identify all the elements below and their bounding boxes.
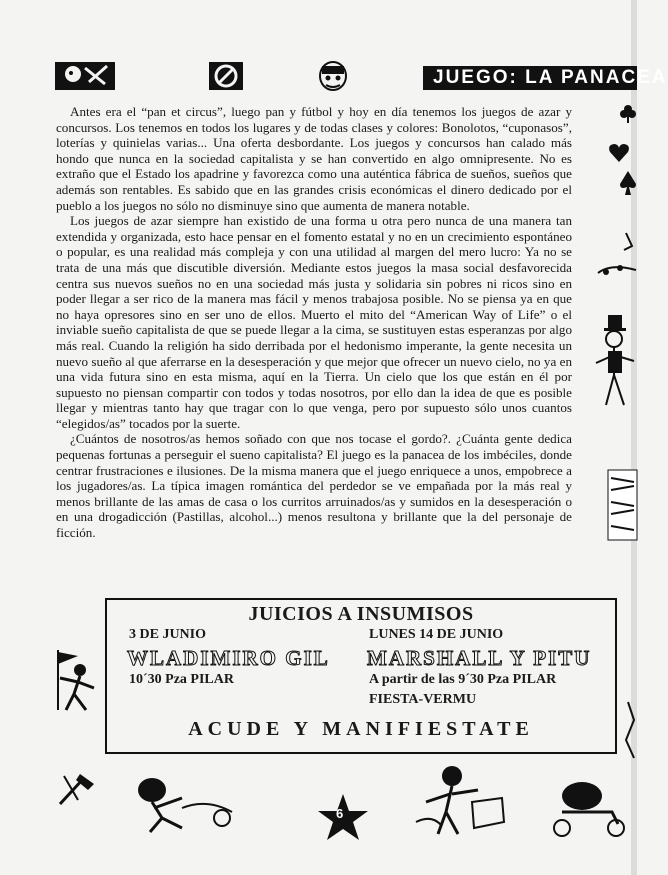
left-detail: 10´30 Pza PILAR (129, 672, 234, 687)
running-cartoon-illustration (112, 768, 242, 836)
notice-footer: ACUDE Y MANIFIESTATE (188, 718, 534, 740)
cartoon-figure-icon (596, 228, 637, 283)
scooter-cartoon-illustration (532, 776, 632, 838)
cartoon-icon (55, 60, 115, 92)
right-name: MARSHALL Y PITU (367, 646, 592, 670)
spade-icon (620, 170, 637, 196)
section-header (55, 60, 668, 92)
top-hat-man-icon (588, 315, 637, 410)
right-detail: A partir de las 9´30 Pza PILAR (369, 672, 557, 687)
left-name: WLADIMIRO GIL (127, 646, 330, 670)
article-body (56, 104, 572, 541)
right-extra: FIESTA-VERMU (369, 692, 477, 707)
trial-notice-box (105, 598, 617, 754)
group-cartoon-illustration (412, 762, 508, 836)
notice-title: JUICIOS A INSUMISOS (248, 603, 474, 625)
page-number: 6 (336, 806, 344, 821)
article-paragraph: Antes era el “pan et circus”, luego pan y fútbol y hoy en día tenemos los juegos de azar y concursos. Los tenemos en todos los lugares y de todas clases y colores: Bonolotos, “cuponasos”, loterías y quinielas varias... Una oferta desbordante. Los juegos y concursos han calado más hondo que nunca en la sociedad capitalista y se han convertido en algo omnipresente. No es extraño que el Estado los apadrine y favorezca como una auténtica fábrica de sueños, sueños que además son rentables. Es sabido que en las grandes crisis económicas el dinero dedicado por el pueblo a los juegos no sólo no disminuye sino que aumenta de manera notable. (56, 104, 572, 213)
axe-icon (54, 770, 100, 808)
article-paragraph: Los juegos de azar siempre han existido de una forma u otra pero nunca de una manera tan extendida y organizada, esto hace pensar en el fomento estatal y no en un crecimiento espontáneo o popular, es una realidad más compleja y con una utilidad al margen del mero lucro: Ya no se trata de una más que discutible diversión. Mediante estos juegos la masa social desfavorecida centra sus nuevos sueños no en una sociedad más justa y solidaria sin pobres ni ricos sino en poder llegar a ser rico de la manera mas fácil y menos trabajosa posible. No se piensa ya en que no haya opresores sino en ser uno de ellos. Muerto el mito del “American Way of Life” o el inviable sueño capitalista de que se puede llegar a la cima, se sustituyen estas esperanzas por algo más real. Cuando la religión ha sido derribada por el hedonismo imperante, la gente necesita un nuevo sueño al que aferrarse en la desesperación y que mejor que ofrecer un nuevo cielo, no ya en una vida futura sino en esta misma, aquí en la Tierra. Un cielo que los que están en él por supuesto no piensan compartir con todos y todas nosotros, por ello dan la idea de que es posible llegar y mientras tanto hay que tragar con lo que venga, pero por supuesto sólo unos cuantos “elegidos/as” tocados por la suerte. (56, 213, 572, 431)
skull-face-icon (313, 60, 353, 92)
right-date: LUNES 14 DE JUNIO (369, 627, 504, 642)
left-date: 3 DE JUNIO (129, 627, 207, 642)
header-title: JUEGO: LA PANACEA (423, 66, 637, 90)
club-icon (620, 104, 637, 124)
no-sign-icon (207, 60, 247, 92)
flag-bearer-icon (52, 648, 98, 714)
side-figure-icon (620, 700, 637, 760)
heart-icon (608, 142, 630, 164)
article-paragraph: ¿Cuántos de nosotros/as hemos soñado con que nos tocase el gordo?. ¿Cuánta gente dedica pequenas fortunas a perseguir el sueno capitalista? El juego es la panacea de los imbéciles, donde centrar frustraciones e ilusiones. De la misma manera que el juego enriquece a unos, empobrece a los jugadores/as. La típica imagen romántica del perdedor se ve empañada por la más real y menos brillante de las amas de casa o los curritos arruinados/as y sumidos en la desesperación o en una drogadicción (Pastillas, alcohol...) menos resultona y brillante que la del personaje de ficción. (56, 431, 572, 541)
crowd-illustration (608, 470, 637, 540)
